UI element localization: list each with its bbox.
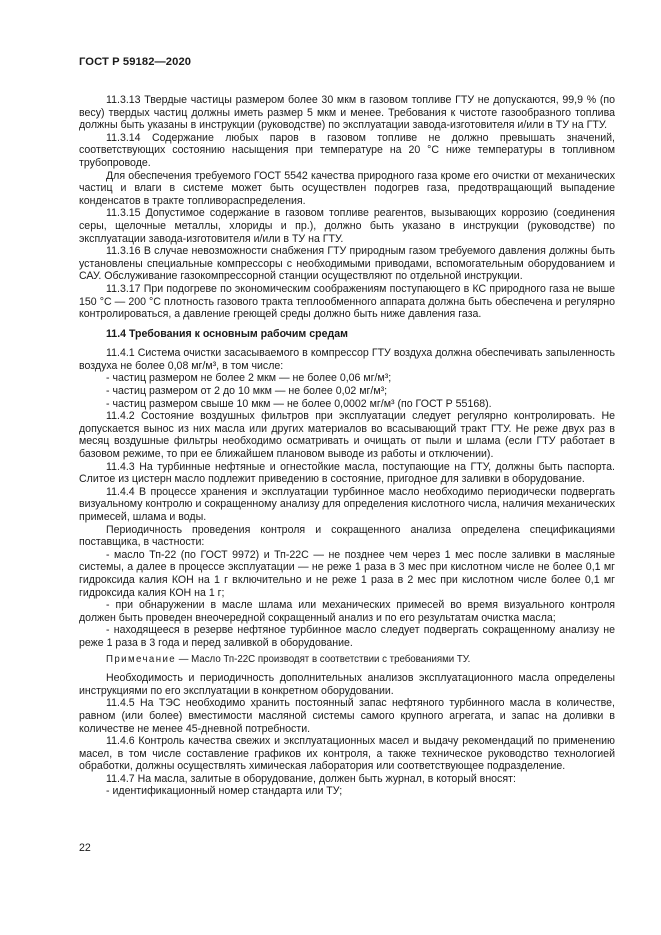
paragraph-11-3-17: 11.3.17 При подогреве по экономическим соображениям поступающего в КС природного газа не выше 150 °С — 200 °С плотность газового тракта теплообменного аппарата должна быть обеспечена и регулярно контролироваться, а давление греющей среды должно быть ниже давления газа.: [79, 282, 615, 321]
list-item-particles-2-10: - частиц размером от 2 до 10 мкм — не более 0,02 мг/м³;: [106, 385, 388, 398]
page-number: 22: [79, 842, 91, 854]
list-item-standard-id: - идентификационный номер стандарта или ТУ;: [106, 785, 343, 798]
note: [79, 654, 615, 667]
list-item-oil-tp22: - масло Тп-22 (по ГОСТ 9972) и Тп-22С — не позднее чем через 1 мес после заливки в масляные системы, а далее в процессе эксплуатации — не реже 1 раза в 3 мес при кислотном числе не более 0,1 мг гидроксида калия КОН на 1 г включительно и не реже 1 раза в 2 мес при кислотном числе более 0,1 мг гидроксида калия КОН на 1 г;: [79, 548, 615, 599]
list-item-particles-10: - частиц размером свыше 10 мкм — не более 0,0002 мг/м³ (по ГОСТ Р 55168).: [106, 397, 492, 410]
paragraph-11-3-16: 11.3.16 В случае невозможности снабжения ГТУ природным газом требуемого давления должны быть установлены специальные компрессоры с необходимыми приводами, вспомогательным оборудованием и САУ. Обслуживание газокомпрессорной станции осуществляют по отдельной инструкции.: [79, 245, 615, 283]
paragraph-periodicity: Периодичность проведения контроля и сокращенного анализа определена спецификациями поставщика, в частности:: [79, 523, 615, 549]
list-item-sludge: - при обнаружении в масле шлама или механических примесей во время визуального контроля должен быть проведен внеочередной сокращенный анализ и по его результатам очистка масла;: [79, 599, 615, 624]
paragraph-11-3-13: 11.3.13 Твердые частицы размером более 30 мкм в газовом топливе ГТУ не допускаются, 99,9 % (по весу) твердых частиц должны иметь размер 5 мкм и менее. Требования к чистоте газообразного топлива должны быть указаны в инструкции (руководстве) по эксплуатации завода-изготовителя и/или в ТУ на ГТУ.: [79, 94, 615, 132]
paragraph-11-4-5: 11.4.5 На ТЭС необходимо хранить постоянный запас нефтяного турбинного масла в количестве, равном (или более) вместимости масляной системы самого крупного агрегата, и запас на доливки в количестве не менее 45-дневной потребности.: [79, 697, 615, 735]
paragraph-gas-heating: Для обеспечения требуемого ГОСТ 5542 качества природного газа кроме его очистки от механических частиц и влаги в системе может быть осуществлен подогрев газа, предотвращающий выпадение конденсатов в тракте топливораспределения.: [79, 169, 615, 207]
paragraph-11-4-2: 11.4.2 Состояние воздушных фильтров при эксплуатации следует регулярно контролировать. Не допускается вынос из них масла или других материалов во всасывающий тракт ГТУ. Не реже двух раз в месяц воздушные фильтры необходимо осматривать и очищать от пыли и шлама (если ГТУ работает в базовом режиме, то при ее ближайшем плановом выводе из работы и отключении).: [79, 410, 615, 461]
paragraph-11-3-15: 11.3.15 Допустимое содержание в газовом топливе реагентов, вызывающих коррозию (соединения серы, щелочные металлы, хлориды и пр.), должно быть указано в инструкции (руководстве) по эксплуатации завода-изготовителя и/или в ТУ на ГТУ.: [79, 207, 615, 245]
document-body: [79, 94, 615, 798]
paragraph-11-3-14: 11.3.14 Содержание любых паров в газовом топливе не должно превышать значений, соответствующих состоянию насыщения при температуре на 20 °С ниже температуры в топливном трубопроводе.: [79, 131, 615, 169]
paragraph-11-4-3: 11.4.3 На турбинные нефтяные и огнестойкие масла, поступающие на ГТУ, должны быть паспорта. Слитое из цистерн масло подлежит приведению в состояние, пригодное для заливки в оборудование.: [79, 460, 615, 486]
paragraph-11-4-6: 11.4.6 Контроль качества свежих и эксплуатационных масел и выдачу рекомендаций по применению масел, в том числе составление графиков их контроля, а также техническое руководство технологией обработки, должны осуществлять химическая лаборатория или соответствующее подразделение.: [79, 735, 615, 773]
page-header-title: ГОСТ Р 59182—2020: [79, 56, 192, 68]
note-label: Примечание: [106, 653, 177, 665]
paragraph-11-4-7: 11.4.7 На масла, залитые в оборудование, должен быть журнал, в который вносят:: [106, 772, 516, 785]
section-title-11-4: 11.4 Требования к основным рабочим средам: [106, 327, 348, 340]
list-item-reserve-oil: - находящееся в резерве нефтяное турбинное масло следует подвергать сокращенному анализу не реже 1 раза в 3 года и перед заливкой в оборудование.: [79, 624, 615, 649]
note-text: — Масло Тп-22С производят в соответствии с требованиями ТУ.: [176, 653, 471, 665]
paragraph-additional-analyses: Необходимость и периодичность дополнительных анализов эксплуатационного масла определены инструкциями по его эксплуатации в конкретном оборудовании.: [79, 672, 615, 697]
paragraph-11-4-1: 11.4.1 Система очистки засасываемого в компрессор ГТУ воздуха должна обеспечивать запыленность воздуха не более 0,08 мг/м³, в том числе:: [79, 347, 615, 372]
list-item-particles-2: - частиц размером не более 2 мкм — не более 0,06 мг/м³;: [106, 372, 392, 385]
paragraph-11-4-4: 11.4.4 В процессе хранения и эксплуатации турбинное масло необходимо периодически подвергать визуальному контролю и сокращенному анализу для определения кислотного числа, наличия механических примесей, шлама и воды.: [79, 485, 615, 523]
